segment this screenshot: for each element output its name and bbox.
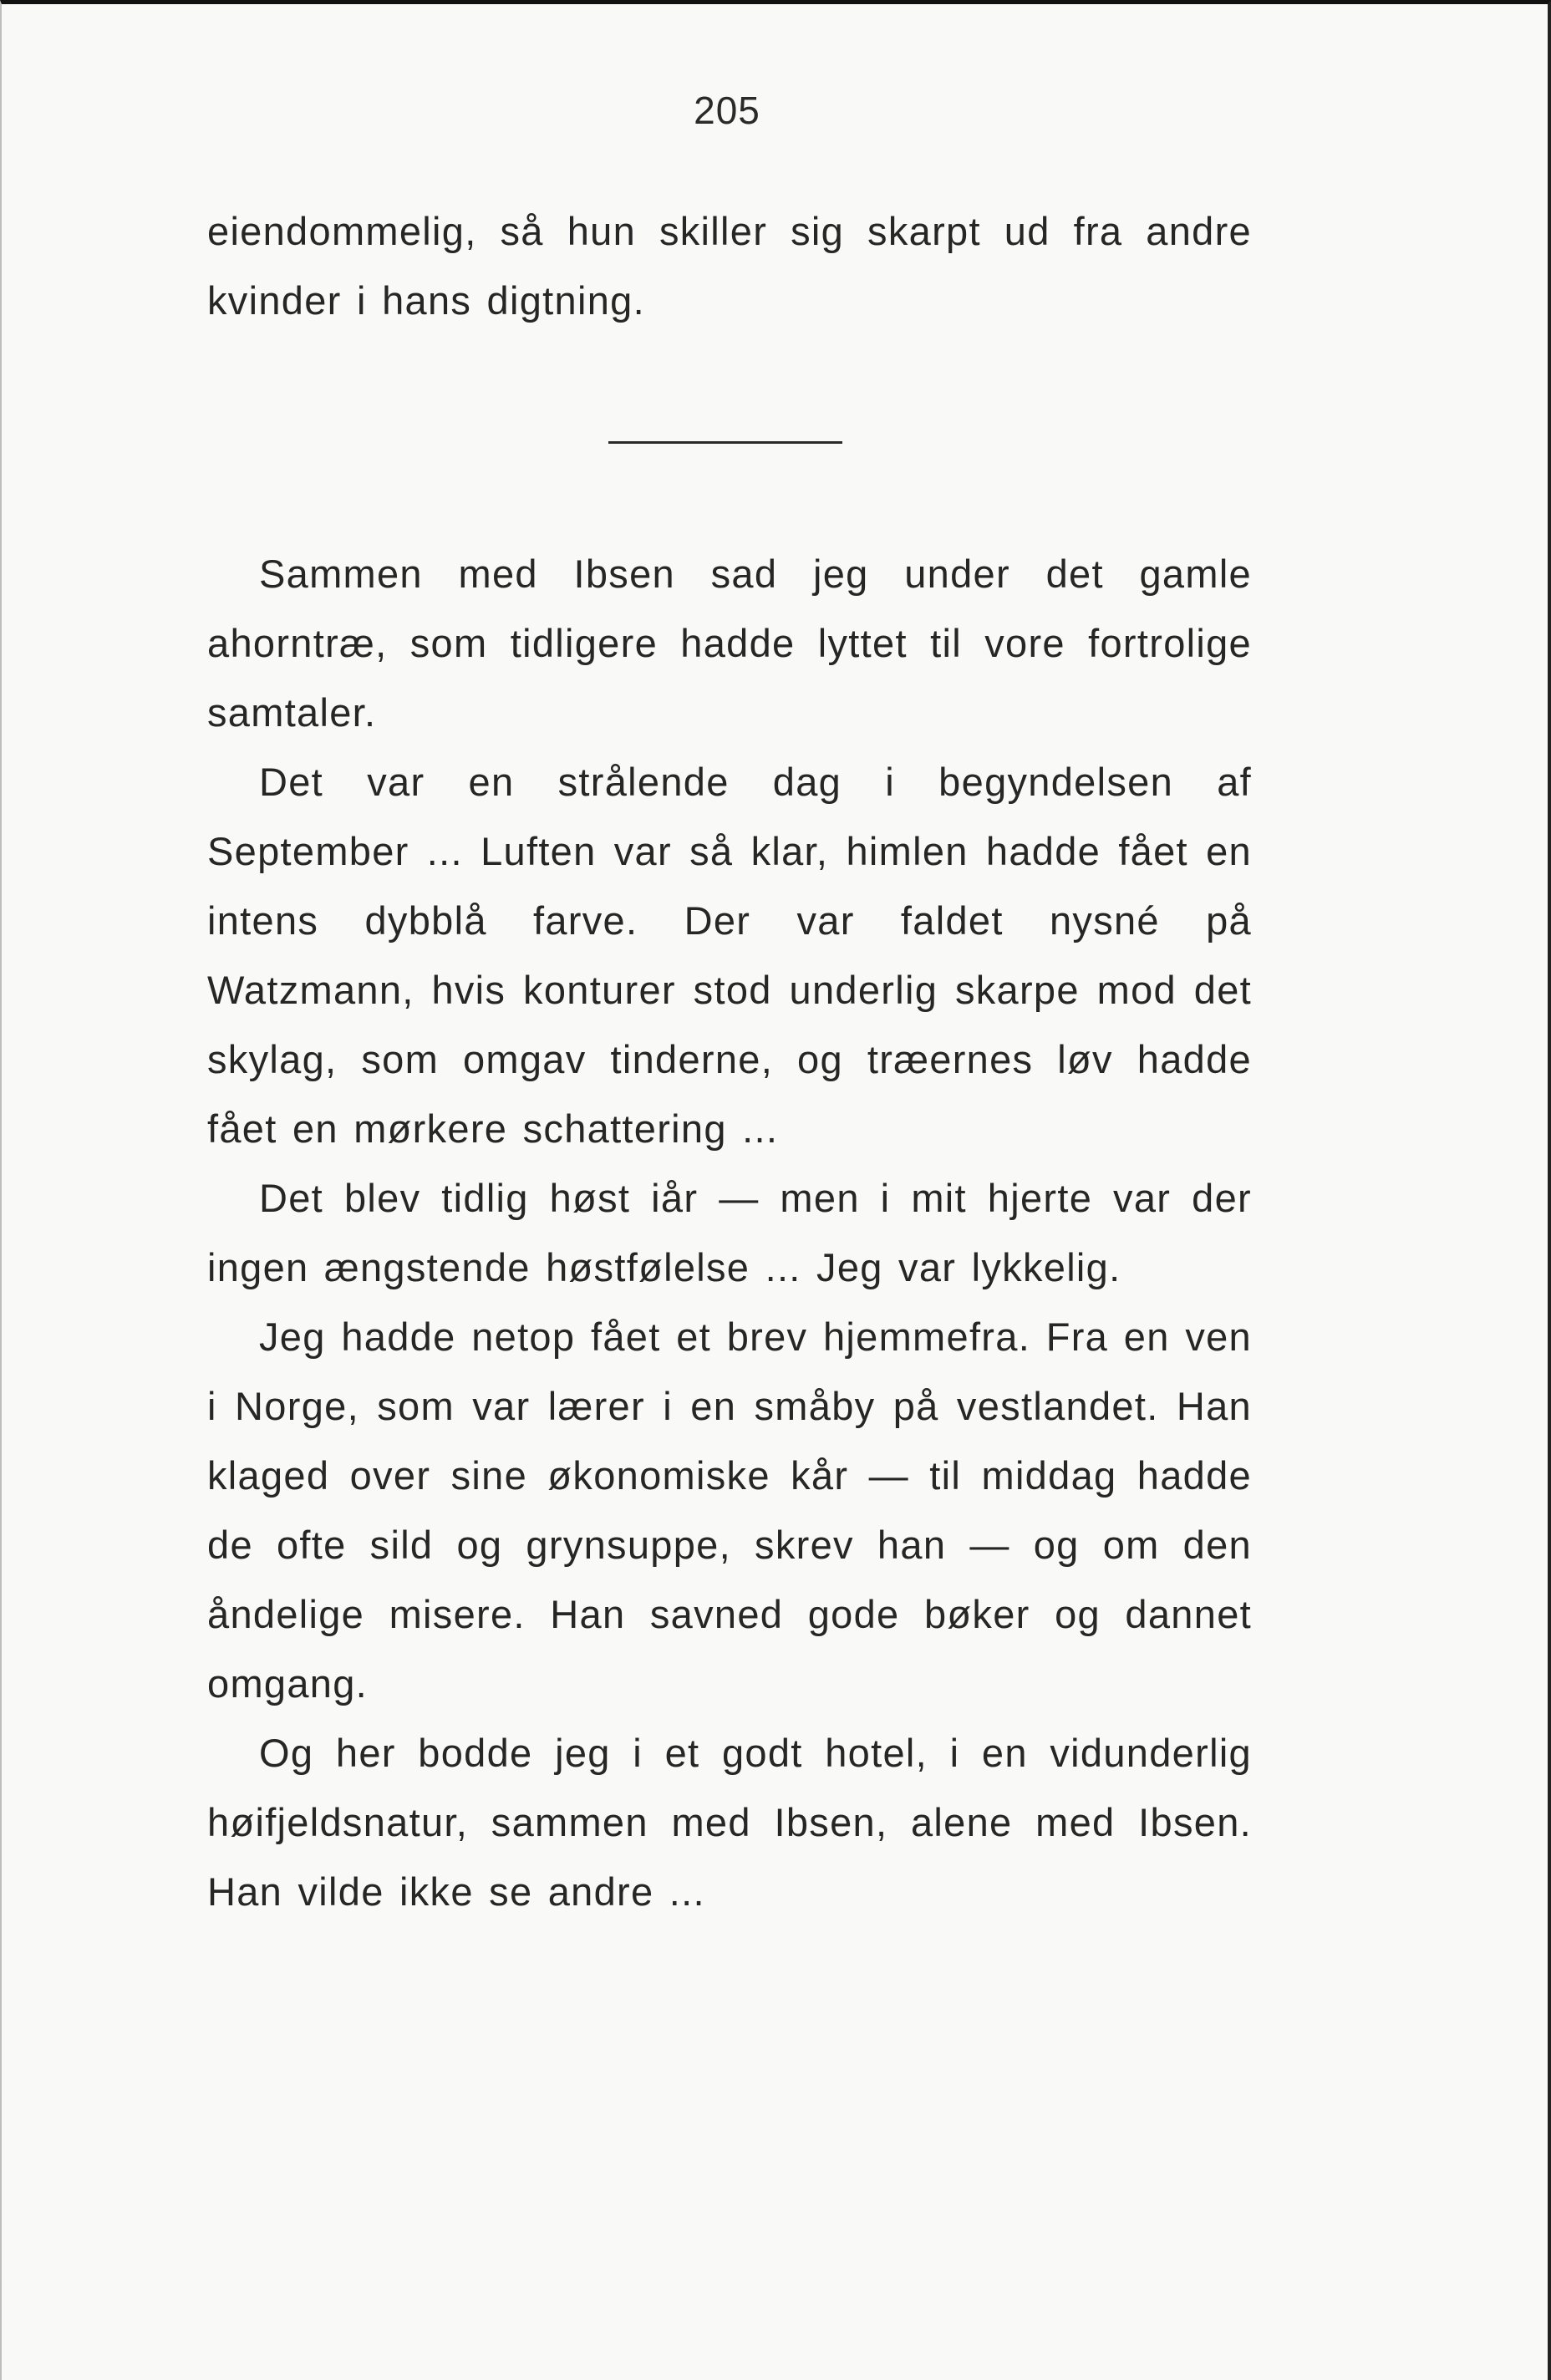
continuation-paragraph: eiendommelig, så hun skiller sig skarpt ud fra andre kvinder i hans digtning. — [207, 209, 1252, 323]
paragraph: Det var en strålende dag i begyndelsen af September ... Luften var så klar, himlen hadde fået en intens dybblå farve. Der var faldet nysné på Watzmann, hvis konturer stod underlig skarpe mod det skylag, som omgav tinderne, og træernes løv hadde fået en mørkere schattering ... — [207, 760, 1252, 1151]
text-block-main — [207, 539, 1252, 1926]
page-number: 205 — [694, 89, 760, 132]
paragraph: Og her bodde jeg i et godt hotel, i en vidunderlig høifjeldsnatur, sammen med Ibsen, alene med Ibsen. Han vilde ikke se andre ... — [207, 1731, 1252, 1914]
paragraph: Sammen med Ibsen sad jeg under det gamle ahorntræ, som tidligere hadde lyttet til vore fortrolige samtaler. — [207, 552, 1252, 735]
paragraph: Det blev tidlig høst iår — men i mit hjerte var der ingen ængstende høstfølelse ... Jeg var lykkelig. — [207, 1176, 1252, 1289]
paragraph: Jeg hadde netop fået et brev hjemmefra. Fra en ven i Norge, som var lærer i en småby på vestlandet. Han klaged over sine økonomiske kår — til middag hadde de ofte sild og grynsuppe, skrev han — og om den åndelige misere. Han savned gode bøker og dannet omgang. — [207, 1315, 1252, 1706]
section-separator — [608, 441, 842, 444]
text-block-top — [207, 196, 1252, 335]
